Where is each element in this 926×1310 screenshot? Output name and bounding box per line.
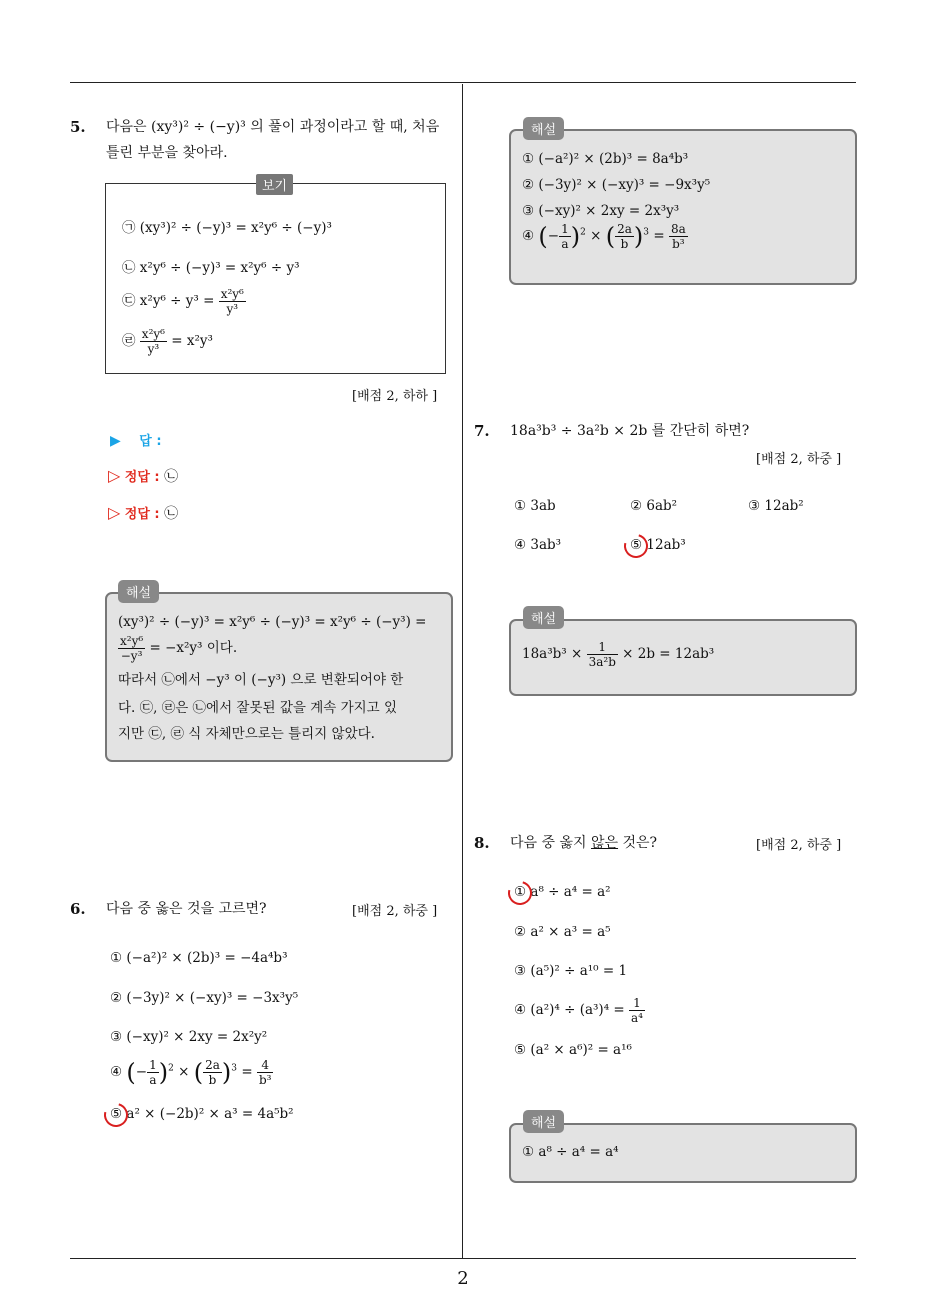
q8-option-5[interactable]: ⑤ (a² × a⁶)² = a¹⁶ <box>514 1042 632 1058</box>
q5-expl-line-5: 지만 ㉢, ㉣ 식 자체만으로는 틀리지 않았다. <box>118 726 375 742</box>
q5-step-3-fraction: $\frac{\text{x²y⁶}}{\text{y³}}$ <box>220 287 244 316</box>
q8-text-pre: 다음 중 옳지 <box>510 835 591 851</box>
q5-step-4-label: ㉣ <box>122 333 136 349</box>
q7-points: [배점 2, 하중 ] <box>756 452 842 467</box>
q8-text-underlined: 않은 <box>590 835 619 851</box>
q5-step-4-rhs: = x²y³ <box>171 333 213 349</box>
q6-expl-line-1: ① (−a²)² × (2b)³ = 8a⁴b³ <box>522 151 689 167</box>
q8-selected-mark <box>504 877 537 910</box>
q6-option-5[interactable]: ⑤ a² × (−2b)² × a³ = 4a⁵b² <box>110 1106 294 1122</box>
play-filled-icon: ▶ <box>110 433 121 449</box>
q5-expl-line-3: 따라서 ㉡에서 −y³ 이 (−y³) 으로 변환되어야 한 <box>118 672 404 688</box>
column-divider <box>462 84 463 1258</box>
q6-expl-line-3: ③ (−xy)² × 2xy = 2x³y³ <box>522 203 680 219</box>
q8-option-1[interactable]: ① a⁸ ÷ a⁴ = a² <box>514 884 611 900</box>
q5-correct-value-2: ㉡ <box>164 506 179 522</box>
q5-expl-line-1: (xy³)² ÷ (−y)³ = x²y⁶ ÷ (−y)³ = x²y⁶ ÷ (−y³) = <box>118 614 427 630</box>
q5-expl-line-2 <box>118 634 237 663</box>
q8-expl-line: ① a⁸ ÷ a⁴ = a⁴ <box>522 1144 619 1160</box>
q6-expl-line-4: ④ (− $\frac{1}{a}$ )$^2$ × ( $\frac{2a}{b}$ )$^3$ = $\frac{8a}{\text{b³}}$ <box>522 222 686 251</box>
q5-correct-row-2 <box>108 503 178 523</box>
q6-points: [배점 2, 하중 ] <box>352 904 438 919</box>
page-number: 2 <box>457 1268 469 1289</box>
q5-step-3 <box>122 287 246 316</box>
q7-selected-mark <box>620 530 653 563</box>
q7-expl-line: 18a³b³ × $\frac{1}{\text{3a²b}}$ × 2b = 12ab³ <box>522 640 715 669</box>
q5-correct-value-1: ㉡ <box>164 469 179 485</box>
q5-explanation-tag: 해설 <box>118 580 159 603</box>
q5-correct-label-1: 정답 : <box>124 470 160 485</box>
q5-box-label: 보기 <box>256 174 293 195</box>
q5-text-line1: 다음은 (xy³)² ÷ (−y)³ 의 풀이 과정이라고 할 때, 처음 <box>106 119 440 135</box>
q5-answer-label: 답 : <box>139 434 162 449</box>
q6-option-4[interactable]: ④ (− $\frac{1}{a}$ )$^2$ × ( $\frac{2a}{b}$ )$^3$ = $\frac{4}{\text{b³}}$ <box>110 1058 272 1087</box>
q8-text <box>510 830 657 856</box>
q5-step-2: ㉡ x²y⁶ ÷ (−y)³ = x²y⁶ ÷ y³ <box>122 260 300 276</box>
q8-option-4[interactable]: ④ (a²)⁴ ÷ (a³)⁴ = $\frac{1}{\text{a⁴}}$ <box>514 996 643 1025</box>
q5-step-4-fraction: $\frac{\text{x²y⁶}}{\text{y³}}$ <box>141 327 165 356</box>
bottom-rule <box>70 1258 856 1259</box>
q5-correct-label-2: 정답 : <box>124 507 160 522</box>
q6-selected-mark <box>100 1099 133 1132</box>
q6-expl-line-2: ② (−3y)² × (−xy)³ = −9x³y⁵ <box>522 177 711 193</box>
q5-step-1: ㉠ (xy³)² ÷ (−y)³ = x²y⁶ ÷ (−y)³ <box>122 220 332 236</box>
q8-option-4-label: ④ (a²)⁴ ÷ (a³)⁴ = <box>514 1002 625 1018</box>
play-outline-icon: ▷ <box>108 503 121 522</box>
q6-option-2[interactable]: ② (−3y)² × (−xy)³ = −3x³y⁵ <box>110 990 299 1006</box>
q7-option-1[interactable]: ① 3ab <box>514 498 556 514</box>
q8-explanation-tag: 해설 <box>523 1110 564 1133</box>
play-outline-icon: ▷ <box>108 466 121 485</box>
q7-text: 18a³b³ ÷ 3a²b × 2b 를 간단히 하면? <box>510 423 750 439</box>
q7-option-5[interactable]: ⑤ 12ab³ <box>630 537 686 553</box>
q8-number: 8. <box>474 834 490 852</box>
q7-option-2[interactable]: ② 6ab² <box>630 498 678 514</box>
q7-expl-line-head: 18a³b³ × <box>522 646 583 662</box>
q7-expl-line-tail: × 2b = 12ab³ <box>622 646 715 662</box>
q6-expl-line-4-label: ④ <box>522 228 535 244</box>
q7-option-3[interactable]: ③ 12ab² <box>748 498 804 514</box>
q5-number: 5. <box>70 118 86 136</box>
q6-text: 다음 중 옳은 것을 고르면? <box>106 901 267 917</box>
q6-number: 6. <box>70 900 86 918</box>
q8-option-2[interactable]: ② a² × a³ = a⁵ <box>514 924 611 940</box>
q5-expl-fraction: $\frac{\text{x²y⁶}}{\text{−y³}}$ <box>120 634 144 663</box>
q7-number: 7. <box>474 422 490 440</box>
q5-step-3-text: ㉢ x²y⁶ ÷ y³ = <box>122 293 215 309</box>
q7-option-4[interactable]: ④ 3ab³ <box>514 537 562 553</box>
q8-points: [배점 2, 하중 ] <box>756 838 842 853</box>
q6-option-4-label: ④ <box>110 1064 123 1080</box>
q7-explanation-tag: 해설 <box>523 606 564 629</box>
q5-step-4 <box>122 327 213 356</box>
q6-explanation-tag: 해설 <box>523 117 564 140</box>
q8-text-post: 것은? <box>618 835 658 851</box>
q5-text-line2: 틀린 부분을 찾아라. <box>106 145 228 161</box>
q5-answer-row[interactable] <box>110 430 162 449</box>
q5-expl-line-2-text: = −x²y³ 이다. <box>149 640 238 656</box>
q5-expl-line-4: 다. ㉢, ㉣은 ㉡에서 잘못된 값을 계속 가지고 있 <box>118 700 398 716</box>
q6-option-3[interactable]: ③ (−xy)² × 2xy = 2x²y² <box>110 1029 268 1045</box>
top-rule <box>70 82 856 83</box>
q6-option-1[interactable]: ① (−a²)² × (2b)³ = −4a⁴b³ <box>110 950 288 966</box>
q8-option-3[interactable]: ③ (a⁵)² ÷ a¹⁰ = 1 <box>514 963 628 979</box>
q5-points: [배점 2, 하하 ] <box>352 389 438 404</box>
q5-correct-row-1 <box>108 466 178 486</box>
